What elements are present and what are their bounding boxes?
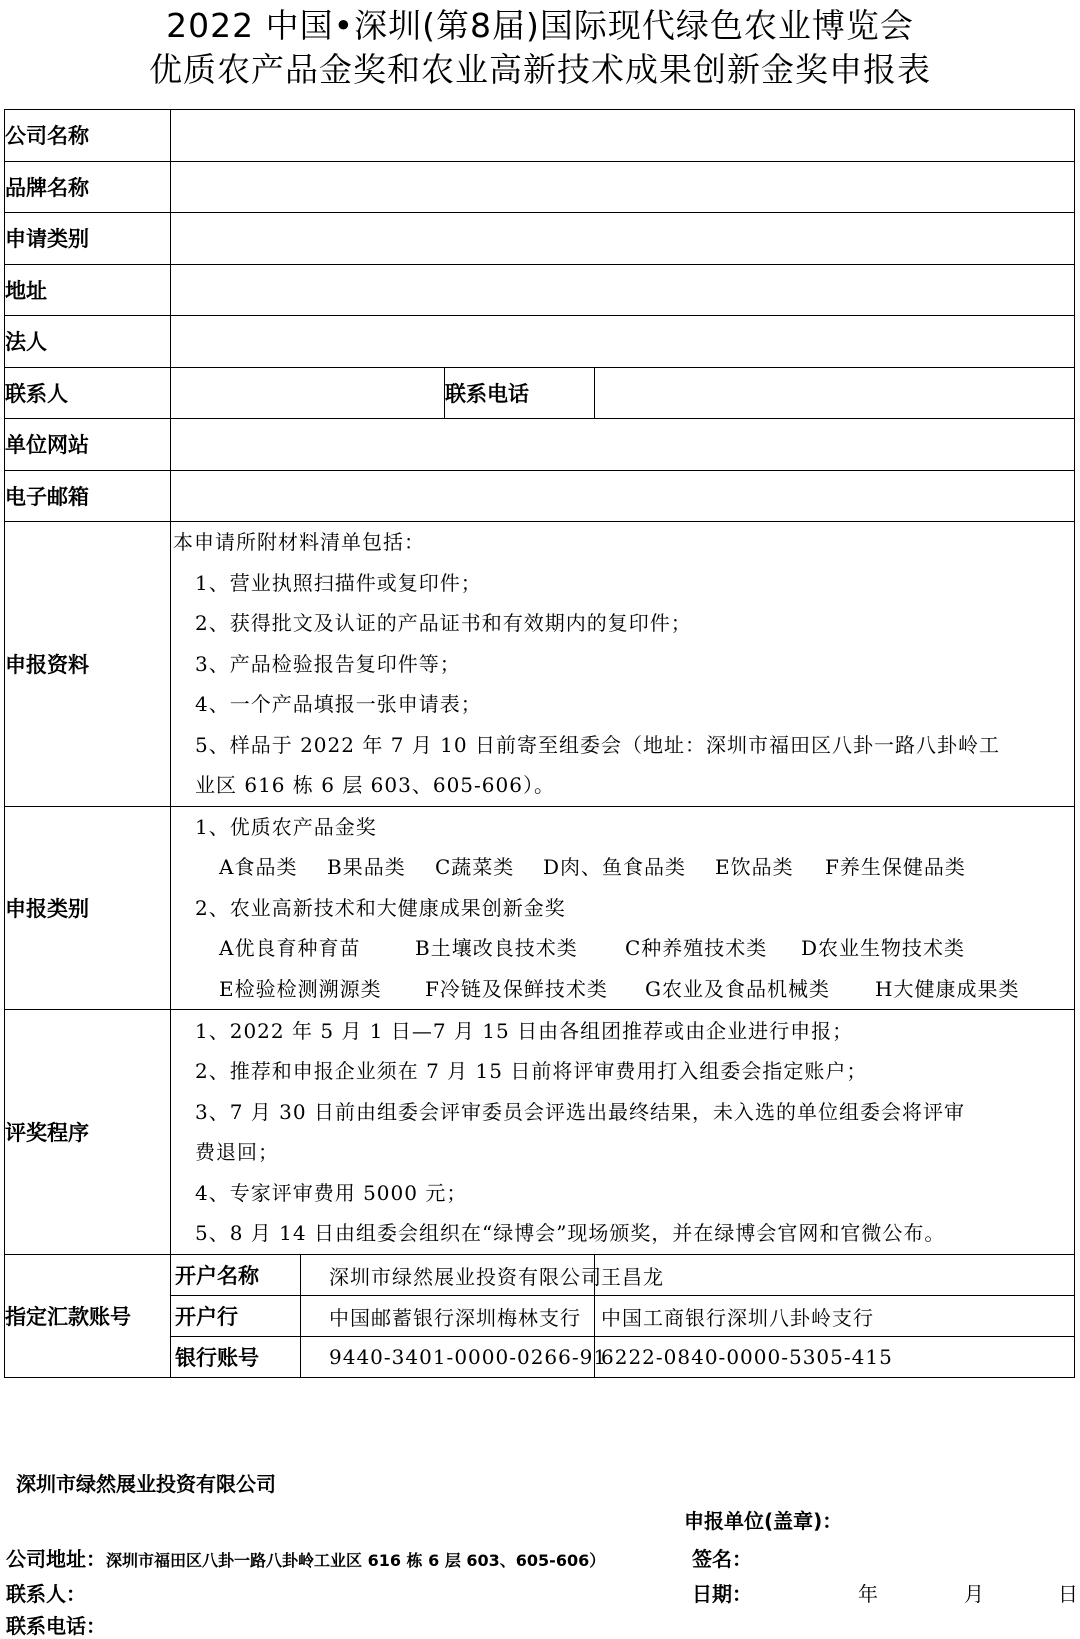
- materials-item: 业区 616 栋 6 层 603、605-606）。: [195, 773, 555, 797]
- category-item: D肉、鱼食品类: [543, 855, 687, 879]
- form-title: [0, 4, 1080, 92]
- remit-value-b: 中国工商银行深圳八卦岭支行: [595, 1296, 1075, 1337]
- contact-phone-field[interactable]: [595, 367, 1075, 419]
- title-line-1: 2022 中国•深圳(第8届)国际现代绿色农业博览会: [166, 6, 914, 45]
- contact-person-label: 联系人: [5, 367, 171, 419]
- apply-category-label: 申请类别: [5, 213, 171, 265]
- footer-date-day: 日: [1058, 1582, 1078, 1606]
- application-form-table: [4, 109, 1075, 1378]
- category-item: G农业及食品机械类: [645, 976, 830, 1001]
- website-field[interactable]: [171, 419, 1075, 471]
- footer-phone-label: 联系电话：: [6, 1614, 106, 1638]
- row-company-name: [5, 110, 1075, 162]
- procedure-item: 1、2022 年 5 月 1 日—7 月 15 日由各组团推荐或由企业进行申报；: [195, 1018, 854, 1043]
- materials-item: 5、样品于 2022 年 7 月 10 日前寄至组委会（地址：深圳市福田区八卦一路八卦岭工: [195, 732, 1000, 757]
- procedure-content: [171, 1010, 1075, 1255]
- footer-address-value: 深圳市福田区八卦一路八卦岭工业区 616 栋 6 层 603、605-606）: [106, 1551, 606, 1570]
- footer-date-year: 年: [858, 1582, 878, 1606]
- remit-label: 指定汇款账号: [5, 1255, 171, 1378]
- category-group-2-items-row-2: [171, 969, 1074, 1010]
- procedure-item: 4、专家评审费用 5000 元；: [195, 1180, 468, 1205]
- materials-item: 3、产品检验报告复印件等；: [195, 651, 461, 676]
- row-procedure: [5, 1010, 1075, 1255]
- categories-content: [171, 806, 1075, 1010]
- footer-seal-label: 申报单位(盖章)：: [684, 1509, 843, 1533]
- company-name-field[interactable]: [171, 110, 1075, 162]
- category-item: E饮品类: [715, 855, 794, 879]
- category-item: C蔬菜类: [435, 855, 515, 879]
- materials-label: 申报资料: [5, 522, 171, 807]
- remit-key: 银行账号: [171, 1337, 301, 1378]
- company-name-label: 公司名称: [5, 110, 171, 162]
- footer-date-label: 日期：: [692, 1582, 752, 1606]
- row-brand-name: [5, 161, 1075, 213]
- category-group-2-title: 2、农业高新技术和大健康成果创新金奖: [195, 895, 566, 920]
- contact-person-field[interactable]: [171, 367, 445, 419]
- categories-label: 申报类别: [5, 806, 171, 1010]
- remit-value-a: 9440-3401-0000-0266-91: [301, 1337, 595, 1378]
- brand-name-label: 品牌名称: [5, 161, 171, 213]
- category-item: B果品类: [327, 855, 406, 879]
- footer-sign-label: 签名：: [692, 1547, 752, 1571]
- remit-row-account-name: [5, 1255, 1075, 1296]
- materials-item: 2、获得批文及认证的产品证书和有效期内的复印件；: [195, 611, 692, 635]
- remit-value-b: 王昌龙: [595, 1255, 1075, 1296]
- contact-phone-label: 联系电话: [445, 367, 595, 419]
- procedure-item: 5、8 月 14 日由组委会组织在“绿博会”现场颁奖，并在绿博会官网和官微公布。: [195, 1221, 946, 1245]
- category-item: D农业生物技术类: [801, 936, 966, 960]
- materials-content: [171, 522, 1075, 807]
- title-line-2: 优质农产品金奖和农业高新技术成果创新金奖申报表: [149, 50, 931, 89]
- row-email: [5, 470, 1075, 522]
- procedure-label: 评奖程序: [5, 1010, 171, 1255]
- category-item: C种养殖技术类: [625, 936, 768, 960]
- category-group-1-items: [171, 847, 1074, 888]
- row-materials: [5, 522, 1075, 807]
- category-group-1-title: 1、优质农产品金奖: [195, 814, 377, 839]
- row-apply-category: [5, 213, 1075, 265]
- materials-item: 1、营业执照扫描件或复印件；: [195, 570, 482, 595]
- legal-person-field[interactable]: [171, 316, 1075, 368]
- category-item: A优良育种育苗: [219, 936, 361, 960]
- materials-intro: 本申请所附材料清单包括：: [173, 530, 425, 554]
- procedure-item: 3、7 月 30 日前由组委会评审委员会评选出最终结果，未入选的单位组委会将评审: [195, 1099, 965, 1124]
- row-legal-person: [5, 316, 1075, 368]
- remit-value-b: 6222-0840-0000-5305-415: [595, 1337, 1075, 1378]
- category-item: E检验检测溯源类: [219, 976, 382, 1001]
- website-label: 单位网站: [5, 419, 171, 471]
- email-label: 电子邮箱: [5, 470, 171, 522]
- category-group-2-items-row-1: [171, 928, 1074, 969]
- email-field[interactable]: [171, 470, 1075, 522]
- remit-value-a: 深圳市绿然展业投资有限公司: [301, 1255, 595, 1296]
- legal-person-label: 法人: [5, 316, 171, 368]
- materials-item: 4、一个产品填报一张申请表；: [195, 692, 482, 716]
- remit-key: 开户行: [171, 1296, 301, 1337]
- footer-contact-label: 联系人：: [6, 1582, 86, 1606]
- procedure-item: 费退回；: [195, 1140, 279, 1164]
- procedure-item: 2、推荐和申报企业须在 7 月 15 日前将评审费用打入组委会指定账户；: [195, 1059, 868, 1083]
- category-item: B土壤改良技术类: [415, 936, 578, 960]
- remit-key: 开户名称: [171, 1255, 301, 1296]
- apply-category-field[interactable]: [171, 213, 1075, 265]
- category-item: A食品类: [219, 855, 298, 879]
- row-website: [5, 419, 1075, 471]
- address-label: 地址: [5, 264, 171, 316]
- row-contact: [5, 367, 1075, 419]
- address-field[interactable]: [171, 264, 1075, 316]
- footer-address-label: 公司地址：: [6, 1547, 106, 1571]
- row-address: [5, 264, 1075, 316]
- footer-address: [6, 1543, 605, 1572]
- category-item: H大健康成果类: [875, 976, 1020, 1001]
- category-item: F冷链及保鲜技术类: [425, 976, 608, 1001]
- remit-value-a: 中国邮蓄银行深圳梅林支行: [301, 1296, 595, 1337]
- footer-company: 深圳市绿然展业投资有限公司: [16, 1472, 276, 1496]
- brand-name-field[interactable]: [171, 161, 1075, 213]
- category-item: F养生保健品类: [825, 855, 966, 879]
- footer-date-month: 月: [964, 1582, 984, 1606]
- row-categories: [5, 806, 1075, 1010]
